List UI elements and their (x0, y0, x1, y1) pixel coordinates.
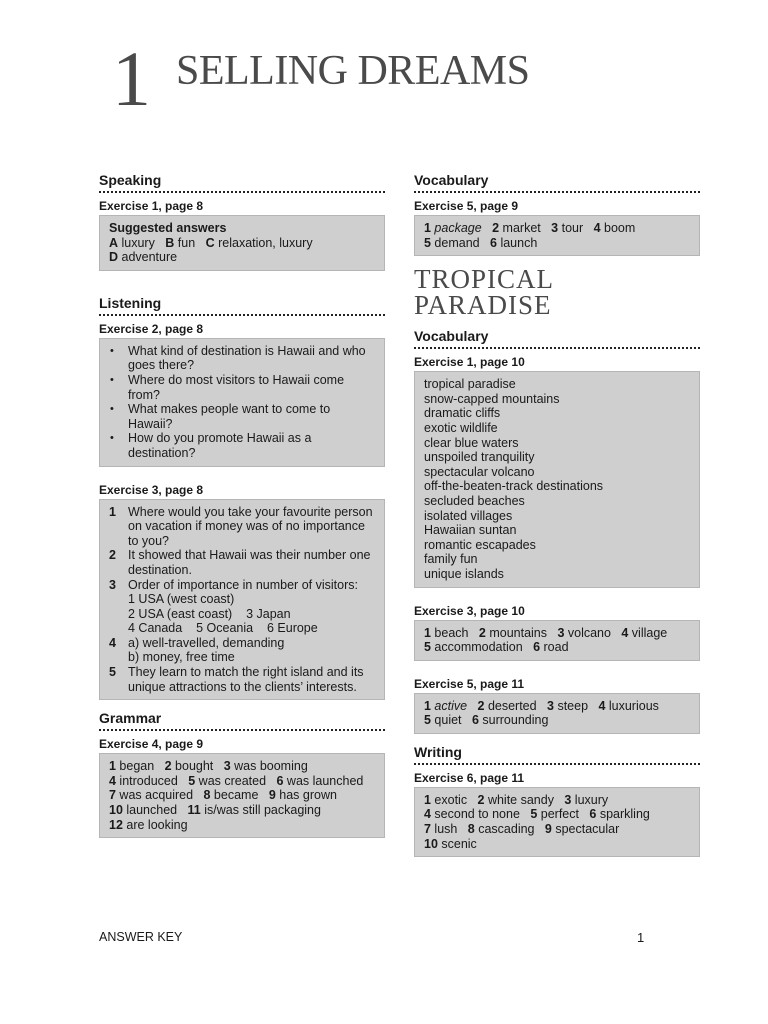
answer-row (424, 793, 690, 808)
answer-text: was launched (283, 773, 364, 788)
answer-number: 6 (589, 807, 597, 822)
answer-number: 3 (551, 221, 559, 235)
answer-text: 2 USA (east coast) 3 Japan (128, 606, 291, 621)
answer-number: 2 (109, 548, 116, 563)
answer-item (109, 650, 375, 665)
answer-text: relaxation, luxury (214, 235, 313, 250)
vocabulary-heading: Vocabulary (414, 172, 700, 193)
grammar-answer-box (99, 753, 385, 838)
exercise5-p11-title: Exercise 5, page 11 (414, 676, 525, 691)
answer-number: 4 (109, 635, 116, 650)
answer-text: perfect (537, 807, 579, 822)
answer-number (109, 650, 128, 665)
speaking-heading: Speaking (99, 172, 385, 193)
answer-number: 1 (424, 625, 431, 640)
answer-item (109, 578, 375, 593)
listening-answer-box (99, 338, 385, 467)
answer-number: 3 (547, 698, 554, 713)
answer-text: b) money, free time (128, 650, 235, 665)
answer-text: tour (558, 221, 584, 235)
answer-text: luxury (118, 235, 155, 250)
answer-item (109, 665, 375, 694)
answer-number: 1 (424, 221, 431, 235)
answer-row (424, 626, 690, 641)
vocabulary-heading-2: Vocabulary (414, 328, 700, 349)
answer-row (424, 640, 690, 655)
answer-text: are looking (122, 817, 188, 832)
answer-row (424, 837, 690, 852)
answer-text: is/was still packaging (200, 803, 321, 818)
answer-item (109, 621, 375, 636)
answer-row (424, 221, 690, 236)
answer-text: began (115, 759, 155, 774)
answer-text: mountains (485, 625, 548, 640)
answer-text: sparkling (596, 807, 650, 822)
unit-number: 1 (112, 35, 151, 122)
answer-row (109, 250, 375, 265)
answer-number: 1 (424, 792, 431, 807)
question-list (109, 344, 375, 461)
subunit-title-line1: TROPICAL (414, 264, 555, 295)
answer-text: luxury (571, 792, 609, 807)
listening-heading: Listening (99, 295, 385, 316)
speaking-answer-box (99, 215, 385, 271)
answer-text: boom (600, 221, 636, 235)
answer-text: was acquired (115, 788, 194, 803)
answer-text: cascading (474, 822, 535, 837)
vocab-exercise1-title: Exercise 1, page 10 (414, 355, 525, 370)
answer-text: steep (553, 698, 589, 713)
answer-number: 2 (492, 221, 500, 235)
page-number: 1 (637, 930, 645, 945)
answer-number: 12 (109, 817, 123, 832)
question-item: • What kind of destination is Hawaii and who goes there? (109, 344, 375, 373)
answer-number: 8 (203, 788, 211, 803)
answer-row (109, 774, 375, 789)
answer-text: They learn to match the right island and its unique attractions to the clients’ interests. (128, 665, 368, 694)
answer-number: 3 (564, 792, 572, 807)
question-item: • How do you promote Hawaii as a destination? (109, 431, 375, 460)
answer-number: 5 (424, 640, 431, 655)
answer-text: lush (430, 822, 458, 837)
answer-text: active (430, 698, 468, 713)
answer-text: package (430, 221, 482, 235)
vocabulary-item: Hawaiian suntan (424, 523, 517, 538)
answer-text: village (628, 625, 668, 640)
exercise3-p10-box (414, 620, 700, 661)
answer-number: 9 (268, 788, 276, 803)
vocab-exercise1-box (414, 371, 700, 587)
left-column (99, 172, 385, 838)
answer-number: 1 (109, 759, 116, 774)
answer-text: 4 Canada 5 Oceania 6 Europe (128, 621, 318, 636)
footer-label: ANSWER KEY (99, 930, 183, 944)
right-column (414, 172, 700, 857)
answer-number: 4 (621, 625, 629, 640)
writing-heading: Writing (414, 744, 700, 765)
vocabulary-item: romantic escapades (424, 537, 536, 552)
answer-text: became (210, 788, 259, 803)
answer-text: surrounding (478, 713, 549, 728)
unit-title: SELLING DREAMS (176, 48, 530, 94)
answer-item (109, 592, 375, 607)
answer-number: 6 (276, 773, 284, 788)
answer-text: a) well-travelled, demanding (128, 635, 285, 650)
answer-text: adventure (118, 250, 178, 265)
subunit-title-line2: PARADISE (414, 290, 552, 321)
answer-text: white sandy (484, 792, 554, 807)
grammar-exercise-title: Exercise 4, page 9 (99, 737, 204, 752)
exercise3-title: Exercise 3, page 8 (99, 482, 204, 497)
vocabulary-item: unique islands (424, 566, 504, 581)
answer-number: 5 (188, 773, 196, 788)
answer-text: second to none (430, 807, 520, 822)
answer-text: demand (430, 235, 480, 250)
answer-text: was booming (230, 759, 308, 774)
answer-text: scenic (437, 836, 477, 851)
answer-row (424, 807, 690, 822)
answer-number: 5 (530, 807, 538, 822)
answer-number: 7 (424, 822, 431, 837)
answer-number: 4 (424, 807, 431, 822)
answer-number: 2 (478, 625, 486, 640)
answer-text: exotic (430, 792, 468, 807)
vocab-exercise5-box (414, 215, 700, 256)
exercise3-p10-title: Exercise 3, page 10 (414, 603, 525, 618)
answer-row (424, 713, 690, 728)
answer-text: volcano (564, 625, 611, 640)
answer-text: quiet (430, 713, 462, 728)
answer-item (109, 636, 375, 651)
vocabulary-item: off-the-beaten-track destinations (424, 479, 604, 494)
answer-number: 11 (187, 803, 201, 818)
answer-row (424, 699, 690, 714)
writing-exercise-title: Exercise 6, page 11 (414, 770, 525, 785)
answer-text: launch (496, 235, 538, 250)
answer-number: 6 (533, 640, 541, 655)
speaking-exercise-title: Exercise 1, page 8 (99, 199, 204, 213)
answer-text: beach (430, 625, 469, 640)
grammar-heading: Grammar (99, 710, 385, 731)
answer-number (109, 621, 128, 636)
answer-number: 3 (557, 625, 565, 640)
answer-number (109, 607, 128, 622)
question-item: • Where do most visitors to Hawaii come from? (109, 373, 375, 402)
answer-number: B (165, 235, 175, 250)
answer-number: 6 (490, 235, 497, 250)
answer-number: A (109, 235, 119, 250)
answer-text: deserted (484, 698, 537, 713)
answer-item (109, 548, 375, 577)
vocabulary-item: unspoiled tranquility (424, 450, 535, 465)
answer-number: 2 (477, 792, 485, 807)
question-item: • What makes people want to come to Hawaii? (109, 402, 375, 431)
answer-number: 2 (477, 698, 485, 713)
answer-number: 4 (593, 221, 601, 235)
answer-number: 5 (424, 713, 431, 728)
answer-text: bought (171, 759, 214, 774)
answer-number: 1 (109, 504, 116, 519)
answer-text: launched (122, 803, 178, 818)
answer-number: 6 (471, 713, 479, 728)
answer-text: market (499, 221, 541, 235)
answer-text: introduced (115, 773, 178, 788)
answer-row (109, 803, 375, 818)
answer-item (109, 505, 375, 549)
answer-number: D (109, 250, 119, 265)
answer-number: 4 (109, 773, 116, 788)
vocabulary-item: tropical paradise (424, 377, 516, 392)
answer-number: 3 (223, 759, 231, 774)
answer-text: fun (174, 235, 196, 250)
writing-answer-box (414, 787, 700, 857)
answer-number: C (205, 235, 215, 250)
answer-number: 4 (598, 698, 606, 713)
vocab-exercise5-title: Exercise 5, page 9 (414, 199, 519, 213)
answer-text: Where would you take your favourite person on vacation if money was of no importance to you? (128, 504, 377, 548)
answer-item (109, 607, 375, 622)
answer-number: 7 (109, 788, 116, 803)
exercise3-answer-box (99, 499, 385, 701)
vocabulary-item: spectacular volcano (424, 464, 535, 479)
answer-text: 1 USA (west coast) (128, 592, 235, 607)
vocabulary-item: isolated villages (424, 508, 513, 523)
answer-text: was created (195, 773, 267, 788)
vocabulary-item: family fun (424, 552, 478, 567)
answer-number: 8 (467, 822, 475, 837)
vocabulary-item: secluded beaches (424, 493, 525, 508)
vocabulary-item: snow-capped mountains (424, 391, 560, 406)
answer-row (109, 236, 375, 251)
answer-text: luxurious (605, 698, 659, 713)
answer-row (109, 818, 375, 833)
listening-exercise-title: Exercise 2, page 8 (99, 321, 204, 336)
answer-text: road (540, 640, 569, 655)
answer-number: 5 (424, 235, 431, 250)
answer-number: 5 (109, 665, 116, 680)
answer-number: 9 (544, 822, 552, 837)
vocabulary-item: dramatic cliffs (424, 406, 501, 421)
exercise5-p11-box (414, 693, 700, 734)
answer-number: 3 (109, 577, 116, 592)
answer-row (109, 759, 375, 774)
answer-number (109, 592, 128, 607)
suggested-answers-label: Suggested answers (109, 221, 227, 235)
answer-text: Order of importance in number of visitors: (128, 577, 358, 592)
vocabulary-item: exotic wildlife (424, 420, 498, 435)
answer-text: accommodation (430, 640, 523, 655)
answer-text: It showed that Hawaii was their number one destination. (128, 548, 374, 577)
answer-number: 1 (424, 698, 431, 713)
answer-row (424, 822, 690, 837)
vocabulary-item: clear blue waters (424, 435, 519, 450)
answer-text: spectacular (551, 822, 620, 837)
answer-number: 10 (424, 836, 438, 851)
answer-number: 10 (109, 803, 123, 818)
answer-number: 2 (164, 759, 172, 774)
answer-row (109, 788, 375, 803)
answer-text: has grown (275, 788, 337, 803)
answer-row (424, 236, 690, 251)
